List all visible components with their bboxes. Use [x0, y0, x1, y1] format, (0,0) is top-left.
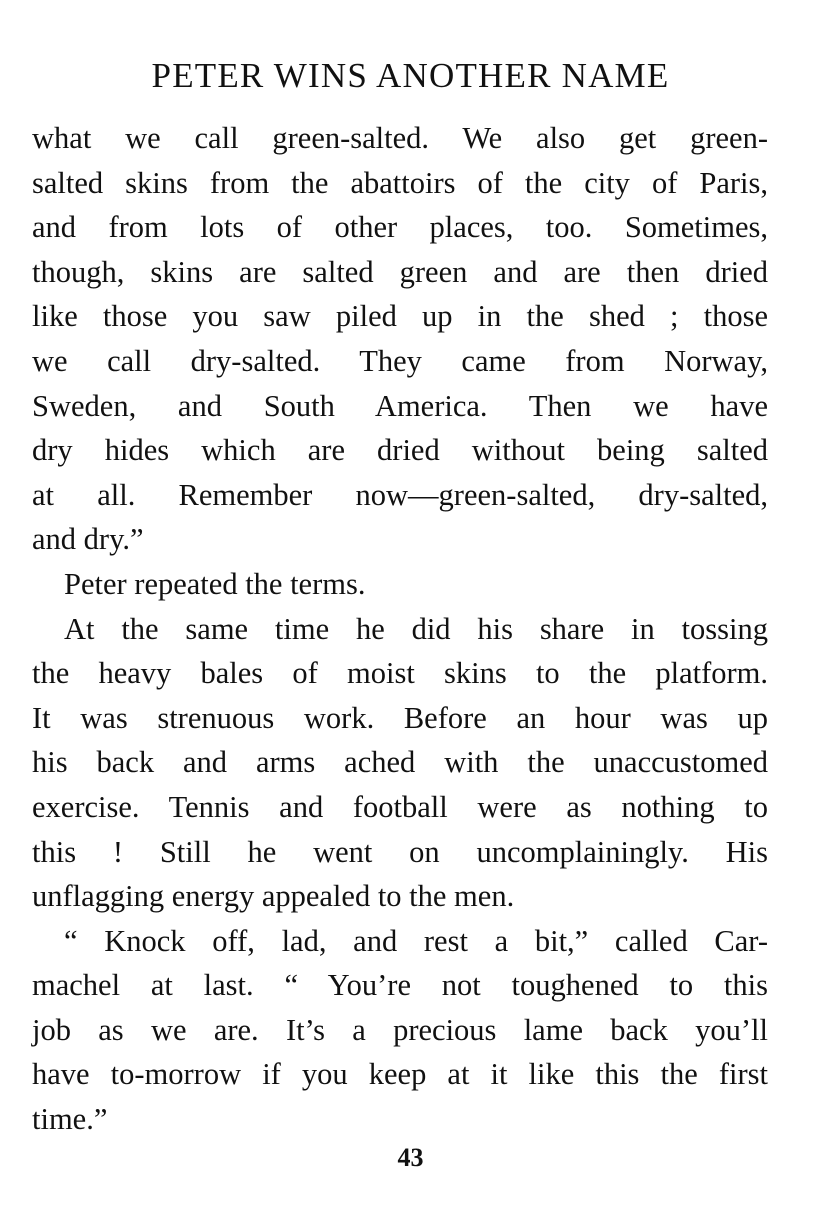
- paragraph-4: [32, 919, 768, 1142]
- text-line: machel at last. “ You’re not toughened to this: [32, 968, 768, 1003]
- text-line: though, skins are salted green and are then dried: [32, 254, 768, 289]
- text-line: exercise. Tennis and football were as nothing to: [32, 789, 768, 824]
- text-line: we call dry-salted. They came from Norway,: [32, 343, 768, 378]
- text-line: Peter repeated the terms.: [64, 566, 366, 601]
- paragraph-3: [32, 607, 768, 919]
- paragraph-1: [32, 116, 768, 562]
- text-line: unflagging energy appealed to the men.: [32, 879, 515, 914]
- text-line: and dry.”: [32, 522, 144, 557]
- text-line: have to-morrow if you keep at it like this the first: [32, 1057, 768, 1092]
- text-line: the heavy bales of moist skins to the platform.: [32, 656, 768, 691]
- text-line: At the same time he did his share in tossing: [64, 611, 768, 646]
- text-line: his back and arms ached with the unaccustomed: [32, 745, 768, 780]
- text-line: “ Knock off, lad, and rest a bit,” called Car-: [64, 923, 768, 958]
- page-number: 43: [397, 1143, 424, 1172]
- running-title: PETER WINS ANOTHER NAME: [151, 56, 670, 95]
- text-line: and from lots of other places, too. Sometimes,: [32, 210, 768, 245]
- text-line: what we call green-salted. We also get green-: [32, 121, 768, 155]
- text-line: job as we are. It’s a precious lame back you’ll: [32, 1012, 768, 1047]
- text-line: It was strenuous work. Before an hour was up: [32, 700, 768, 735]
- text-line: this ! Still he went on uncomplainingly. His: [32, 834, 768, 869]
- body-text: [32, 116, 768, 1142]
- text-line: like those you saw piled up in the shed ; those: [32, 299, 768, 334]
- text-line: at all. Remember now—green-salted, dry-salted,: [32, 477, 768, 512]
- text-line: time.”: [32, 1102, 108, 1137]
- paragraph-2: [32, 562, 768, 607]
- text-line: dry hides which are dried without being salted: [32, 433, 768, 468]
- text-line: Sweden, and South America. Then we have: [32, 388, 768, 423]
- text-line: salted skins from the abattoirs of the city of Paris,: [32, 165, 768, 200]
